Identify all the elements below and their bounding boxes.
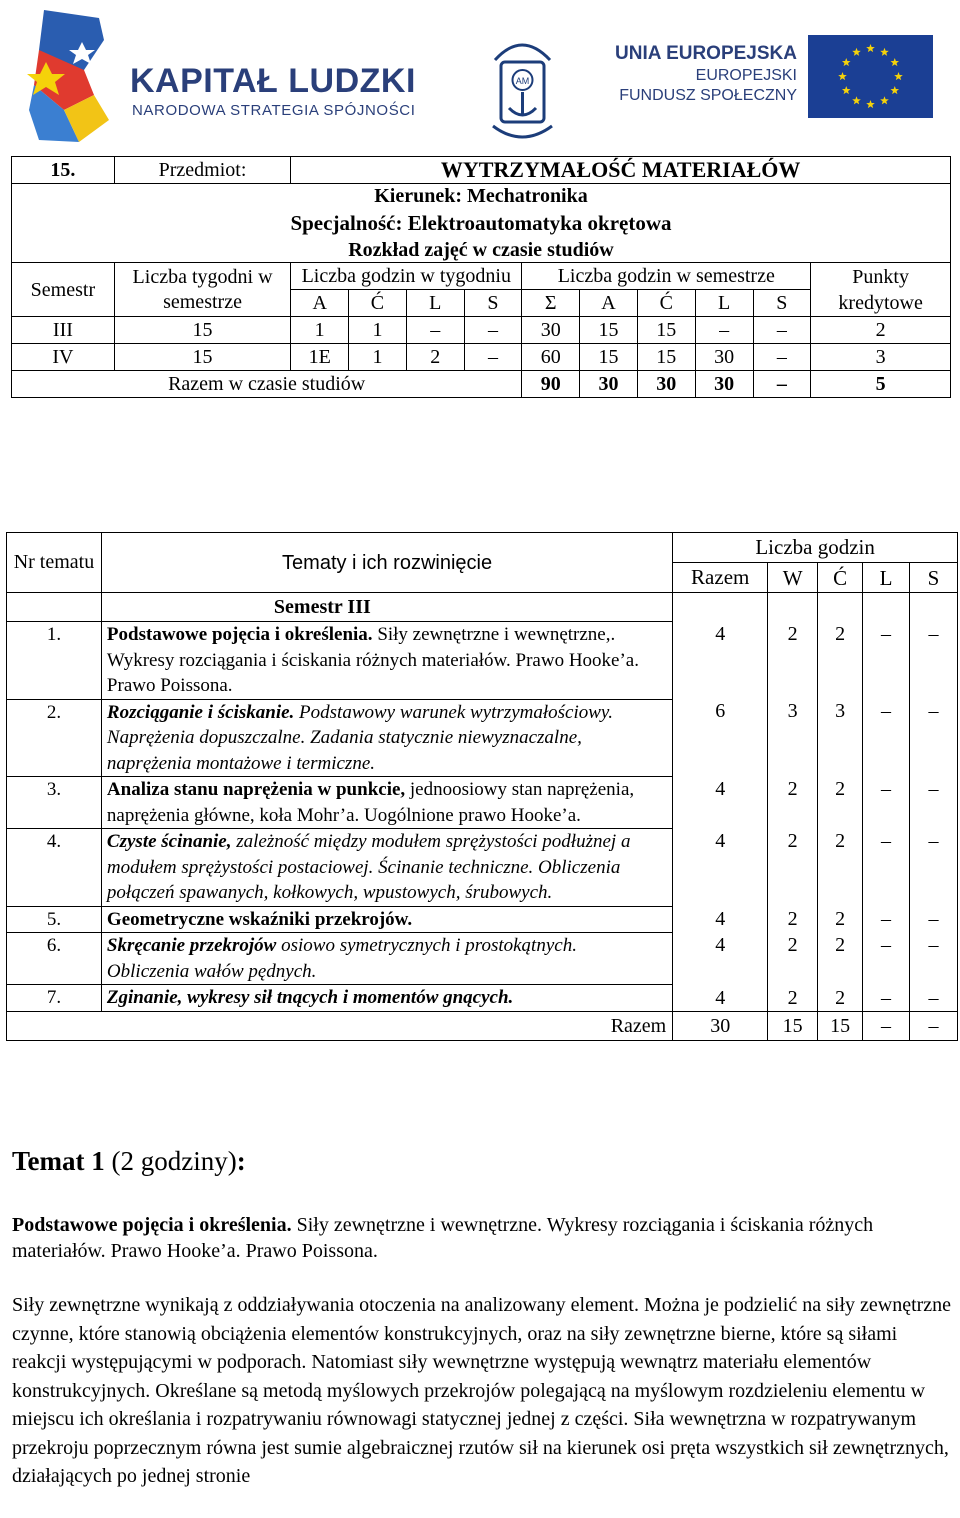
cell: 1E [291,344,349,371]
course-schedule-table [11,156,951,398]
hours-cell: 2 [818,622,863,700]
subheader-cell: L [406,290,464,317]
topic-title: Analiza stanu naprężenia w punkcie, [106,779,406,800]
hours-cell: 4 [673,906,768,933]
subheader-cell: Ć [349,290,407,317]
topic-number: 4. [7,829,102,907]
hours-cell: 2 [768,829,818,907]
cell: 1 [291,317,349,344]
header-razem: Razem [673,563,768,593]
hours-cell: 3 [818,699,863,777]
empty-cell [910,593,958,622]
hours-cell: 2 [768,622,818,700]
course-kierunek: Kierunek: Mechatronika [12,184,951,209]
header-c: Ć [818,563,863,593]
empty-cell [768,593,818,622]
topic-row [7,777,958,829]
eu-flag-icon [808,35,933,118]
ue-logo-line3: FUNDUSZ SPOŁECZNY [619,87,797,104]
hours-cell: – [910,699,958,777]
topic-text [101,829,672,907]
hours-cell: 4 [673,829,768,907]
topic-number: 5. [7,906,102,933]
akademia-morska-seal-icon [485,30,560,145]
topic-description: Siły zewnętrzne i wewnętrzne,. Wykresy rozciągania i ściskania różnych materiałów. Prawo Hooke’a. Prawo Poissona. [106,624,639,696]
hours-cell: – [863,985,910,1012]
cell: III [12,317,115,344]
hours-cell: 4 [673,985,768,1012]
topic-title: Podstawowe pojęcia i określenia. [106,624,373,645]
course-label: Przedmiot: [114,157,290,184]
topic-title: Skręcanie przekrojów [106,935,277,956]
hours-cell: – [863,777,910,829]
subheader-cell: L [695,290,753,317]
cell: – [464,344,522,371]
header-liczba-godzin: Liczba godzin [673,533,958,563]
hours-cell: 3 [768,699,818,777]
hours-cell: 2 [768,985,818,1012]
topic-row [7,829,958,907]
ue-logo-text [612,42,797,106]
hours-cell: 2 [768,777,818,829]
hours-cell: – [863,829,910,907]
topic-description: jednoosiowy stan naprężenia, naprężenia główne, koła Mohr’a. Uogólnione prawo Hooke’a. [106,779,635,826]
cell: 90 [522,371,580,398]
subheader-cell: S [464,290,522,317]
hours-cell: – [910,622,958,700]
empty-cell [7,593,102,622]
topic-row [7,933,958,985]
header-s: S [910,563,958,593]
empty-cell [863,593,910,622]
topics-table [6,532,958,1041]
cell: 30 [522,317,580,344]
cell: 5 [811,371,951,398]
hours-cell: 6 [673,699,768,777]
course-subject: WYTRZYMAŁOŚĆ MATERIAŁÓW [291,157,951,184]
cell: 30 [695,344,753,371]
topic-number: 1. [7,622,102,700]
header-punkty: Punkty kredytowe [811,263,951,317]
hours-cell: 4 [673,777,768,829]
empty-cell [7,1011,102,1040]
topic-number: 2. [7,699,102,777]
header-liczba-tygodni: Liczba tygodni w semestrze [114,263,290,317]
header-godziny-tygodniu: Liczba godzin w tygodniu [291,263,522,290]
table-row [12,317,951,344]
topic-row [7,699,958,777]
hours-cell: 2 [768,906,818,933]
cell: – [464,317,522,344]
topic-number: 6. [7,933,102,985]
cell: 2 [811,317,951,344]
header-godziny-semestrze: Liczba godzin w semestrze [522,263,811,290]
topic-description: Podstawowy warunek wytrzymałościowy. Naprężenia dopuszczalne. Zadania statycznie niewyznaczalne, naprężenia montażowe i termiczne. [106,701,614,774]
hours-cell: – [910,906,958,933]
cell: 15 [580,344,638,371]
intro-paragraph [12,1212,952,1264]
section-title [12,1146,246,1177]
cell: IV [12,344,115,371]
cell: – [695,317,753,344]
total-label: Razem w czasie studiów [12,371,522,398]
hours-cell: 2 [818,985,863,1012]
header-semestr: Semestr [12,263,115,317]
ue-logo-line2: EUROPEJSKI [695,67,797,84]
hours-cell: – [910,777,958,829]
subheader-cell: Ć [637,290,695,317]
hours-cell: 2 [818,906,863,933]
subheader-cell: A [580,290,638,317]
topic-number: 3. [7,777,102,829]
topic-description: zależność między modułem sprężystości podłużnej a modułem sprężystości postaciowej. Ścinanie techniczne. Obliczenia połączeń spawanych, kołkowych, wpustowych, śrubowych. [106,831,631,903]
subheader-cell: S [753,290,811,317]
hours-cell: 2 [768,933,818,985]
cell: 15 [114,344,290,371]
section-title-bold: Temat 1 [12,1146,105,1176]
body-paragraph: Siły zewnętrzne wynikają z oddziaływania otoczenia na analizowany element. Można je podzielić na siły zewnętrzne czynne, które stanowią obciążenia elementów konstrukcyjnych, oraz na siły zewnętrzne bierne, które są siłami reakcji występującymi w podporach. Natomiast siły wewnętrzne występują wewnątrz materiału elementów konstrukcyjnych. Określane są metodą myślowych przekrojów polegającą na myślowym rozdzieleniu elementu w miejscu ich określania i rozpatrywaniu równowagi statycznej jednej z części. Siła wewnętrzna w rozpatrywanym przekroju poprzecznym równa jest sumie algebraicznej rzutów sił na kierunek osi pręta wszystkich sił zewnętrznych, działających po jednej stronie [12,1294,952,1487]
cell: – [753,317,811,344]
intro-rest: Siły zewnętrzne i wewnętrzne. Wykresy rozciągania i ściskania różnych materiałów. Prawo Hooke’a. Prawo Poissona. [12,1214,874,1262]
hours-cell: 2 [818,829,863,907]
empty-cell [818,593,863,622]
header-logos [0,0,960,150]
empty-cell [673,593,768,622]
header-tematy: Tematy i ich rozwinięcie [101,533,672,593]
topic-title: Rozciąganie i ściskanie. [106,701,295,723]
cell: 15 [114,317,290,344]
kapital-ludzki-flag-icon [24,10,114,142]
course-number: 15. [12,157,115,184]
section-title-colon: : [236,1146,246,1176]
cell: 15 [768,1011,818,1040]
cell: – [910,1011,958,1040]
header-l: L [863,563,910,593]
cell: 30 [695,371,753,398]
hours-cell: 2 [818,933,863,985]
hours-cell: – [863,933,910,985]
hours-cell: – [910,829,958,907]
topics-total-row [7,1011,958,1040]
cell: – [406,317,464,344]
cell: 60 [522,344,580,371]
cell: 30 [637,371,695,398]
cell: 2 [406,344,464,371]
topic-title: Czyste ścinanie, [106,831,232,852]
kapital-ludzki-title: KAPITAŁ LUDZKI [130,62,416,100]
cell: 30 [673,1011,768,1040]
topic-text [101,777,672,829]
semester-label: Semestr III [101,593,672,622]
topic-title: Geometryczne wskaźniki przekrojów. [106,908,413,930]
topic-text [101,699,672,777]
hours-cell: – [910,985,958,1012]
hours-cell: 4 [673,933,768,985]
total-row [12,371,951,398]
hours-cell: – [863,622,910,700]
cell: – [753,344,811,371]
topics-total-label: Razem [101,1011,672,1040]
topic-row [7,622,958,700]
topic-text [101,985,672,1012]
cell: 15 [818,1011,863,1040]
cell: 3 [811,344,951,371]
cell: 15 [637,317,695,344]
header-nr-tematu: Nr tematu [7,533,102,593]
hours-cell: 4 [673,622,768,700]
ue-logo-line1: UNIA EUROPEJSKA [615,43,797,64]
hours-cell: – [910,933,958,985]
cell: 1 [349,344,407,371]
section-title-rest: (2 godziny) [104,1146,237,1176]
hours-cell: – [863,906,910,933]
topic-text [101,933,672,985]
cell: – [863,1011,910,1040]
header-w: W [768,563,818,593]
cell: 1 [349,317,407,344]
topic-title: Zginanie, wykresy sił tnących i momentów gnących. [106,987,514,1008]
topic-number: 7. [7,985,102,1012]
topic-text [101,622,672,700]
table-row [12,344,951,371]
topic-description: osiowo symetrycznych i prostokątnych. Obliczenia wałów pędnych. [106,935,577,982]
cell: 15 [580,317,638,344]
course-specjalnosc: Specjalność: Elektroautomatyka okrętowa [12,208,951,238]
hours-cell: 2 [818,777,863,829]
kapital-ludzki-logo [14,10,444,145]
subheader-cell: A [291,290,349,317]
cell: 30 [580,371,638,398]
hours-cell: – [863,699,910,777]
topic-text [101,906,672,933]
cell: – [753,371,811,398]
topic-row [7,906,958,933]
cell: 15 [637,344,695,371]
intro-bold: Podstawowe pojęcia i określenia. [12,1214,292,1236]
course-rozklad: Rozkład zajęć w czasie studiów [12,238,951,263]
topic-row [7,985,958,1012]
subheader-cell: Σ [522,290,580,317]
kapital-ludzki-subtitle: NARODOWA STRATEGIA SPÓJNOŚCI [132,102,416,119]
svg-text:AM: AM [515,76,530,86]
